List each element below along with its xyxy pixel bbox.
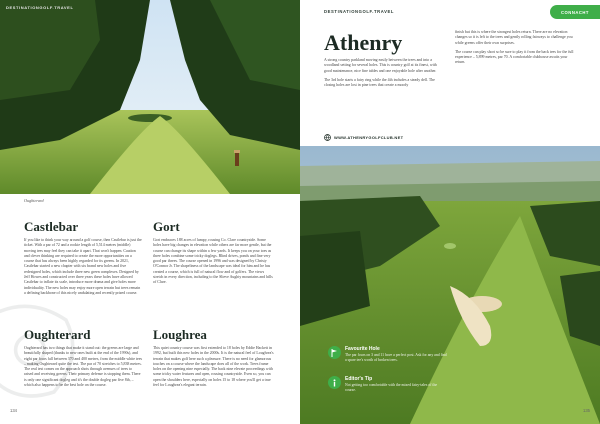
fairway-photo	[0, 0, 300, 194]
tip-content	[345, 376, 448, 393]
course-name: Castlebar	[24, 219, 79, 234]
intro-paragraph: The 3rd hole starts a fairy ring while the 4th includes a steady dell. The closing holes are lost in pine trees that create a moody	[324, 77, 435, 88]
intro-paragraph: A strong country parkland moving easily between the trees and into a woodland setting for several holes. This is country golf at its finest, with good maintenance, nice fine tables and one enjoyable hole after another.	[324, 58, 437, 73]
right-page	[300, 0, 600, 424]
course-loughrea	[153, 328, 275, 388]
intro-column-2	[455, 30, 577, 70]
course-castlebar	[24, 220, 142, 296]
intro-paragraph: finish but this is where the strongest holes return. There are no elevation changes so it is left to the trees and gently rolling fairways to challenge you while greens offer their own surprises.	[455, 30, 573, 45]
tip-body: The par fours on 3 and 11 have a perfect post. Ask for any and find a spare tee's worth of broken trees.	[345, 353, 447, 362]
intro-column-1	[324, 58, 444, 92]
page-number-left: 134	[10, 408, 17, 413]
tip-title: Editor's Tip	[345, 376, 373, 382]
left-header: DESTINATIONGOLF.TRAVEL	[6, 5, 74, 10]
info-icon	[328, 376, 341, 389]
course-description: Gort embraces 188 acres of lumpy, rousing Co. Clare countryside. Some holes have big changes in elevation while others are far more gentle, but the course can change its shape within a few yards. It keeps you on your toes as three holes combine some tricky doglegs. Blind drives, ponds and fine very good par threes. The course opened in 1996 and was designed by Christy O'Connor Jr. The shapeliness of the landscape was ideal for him and he has created a course, which is full of natural flow and of golfers. The views stretch in every direction, including to the Slieve Aughty mountains and hills of Clare.	[153, 238, 273, 285]
flag-icon	[328, 346, 341, 359]
region-tab: CONNACHT	[550, 5, 600, 19]
right-header: DESTINATIONGOLF.TRAVEL	[324, 9, 395, 14]
tip-content	[345, 346, 448, 363]
course-gort	[153, 220, 275, 286]
editors-tip	[328, 376, 448, 393]
course-description: This quiet country course was first extended to 18 holes by Eddie Hackett in 1992, but built this new holes in the 2000s. It is the natural feel of Loughrea's terrain that makes golf here such a pleasure. There is no need for glamorous touches on a course where the landscape does all of the work. Trees frame holes on the opening nine especially. The back nine elevate proceedings with some tricky water features and open, rousing countryside. Even so, you can open the shoulders here, especially on holes 15 to 18 where you'll get a true feel for Loughrea's elegant terrain.	[153, 346, 274, 388]
favourite-hole-tip	[328, 346, 448, 363]
course-name: Loughrea	[153, 327, 207, 342]
course-description: If you like to think your way around a golf course, then Castlebar is just the ticket. With a par of 72 and a rookie length of 5,514 metres (middle) moving tees may feel they can take it apart. That won't happen. Caution and clever thinking are required to create the more opportunities on a course that has always been highly regarded for its greens. In 2021, Castlebar started a new chapter with six brand new holes and five redesigned holes, which include three new green complexes. Designed by Jeff Howes and constructed over three years these holes have allowed Castlebar to inflate its scale, introduce more drama and give holes more individuality. The new holes may enjoy more open terrain but trees remain a defining backbone of this nicely undulating and recently prized course.	[24, 238, 142, 295]
course-description: Oughterard has two things that make it stand out: the greens are large and beautifully shaped (thanks to new ones built at the end of the 1990s), and eight par fours fall between 370 and 400 metres, from the middle white tees – making Oughterard quite the test. The par of 70 stretches to 5,838 metres. The real test comes on the approach shots through avenues of trees to raised and receiving greens. Their primary defense is stopping them. There is only one significant dogleg and it's the double dogleg par five 8th, – which also happens to be the best hole on the course.	[24, 346, 142, 388]
website-url: WWW.ATHENRYGOLFCLUB.NET	[334, 135, 404, 140]
page-title: Athenry	[324, 30, 403, 55]
tip-body: Not getting too comfortable with the mixed fairy-tales of the course.	[345, 383, 438, 392]
tip-title: Favourite Hole	[345, 346, 380, 352]
page-number-right: 135	[583, 408, 590, 413]
course-name: Oughterard	[24, 327, 91, 342]
photo-caption: Oughterard	[24, 198, 44, 203]
intro-paragraph: The course can play short so be sure to play it from the back tees for the full experience – 5,899 metres, par 70. A comfortable clubhouse awaits your return.	[455, 49, 574, 65]
globe-icon	[324, 134, 331, 141]
course-name: Gort	[153, 219, 180, 234]
website-link[interactable]	[324, 134, 403, 141]
course-oughterard	[24, 328, 142, 388]
